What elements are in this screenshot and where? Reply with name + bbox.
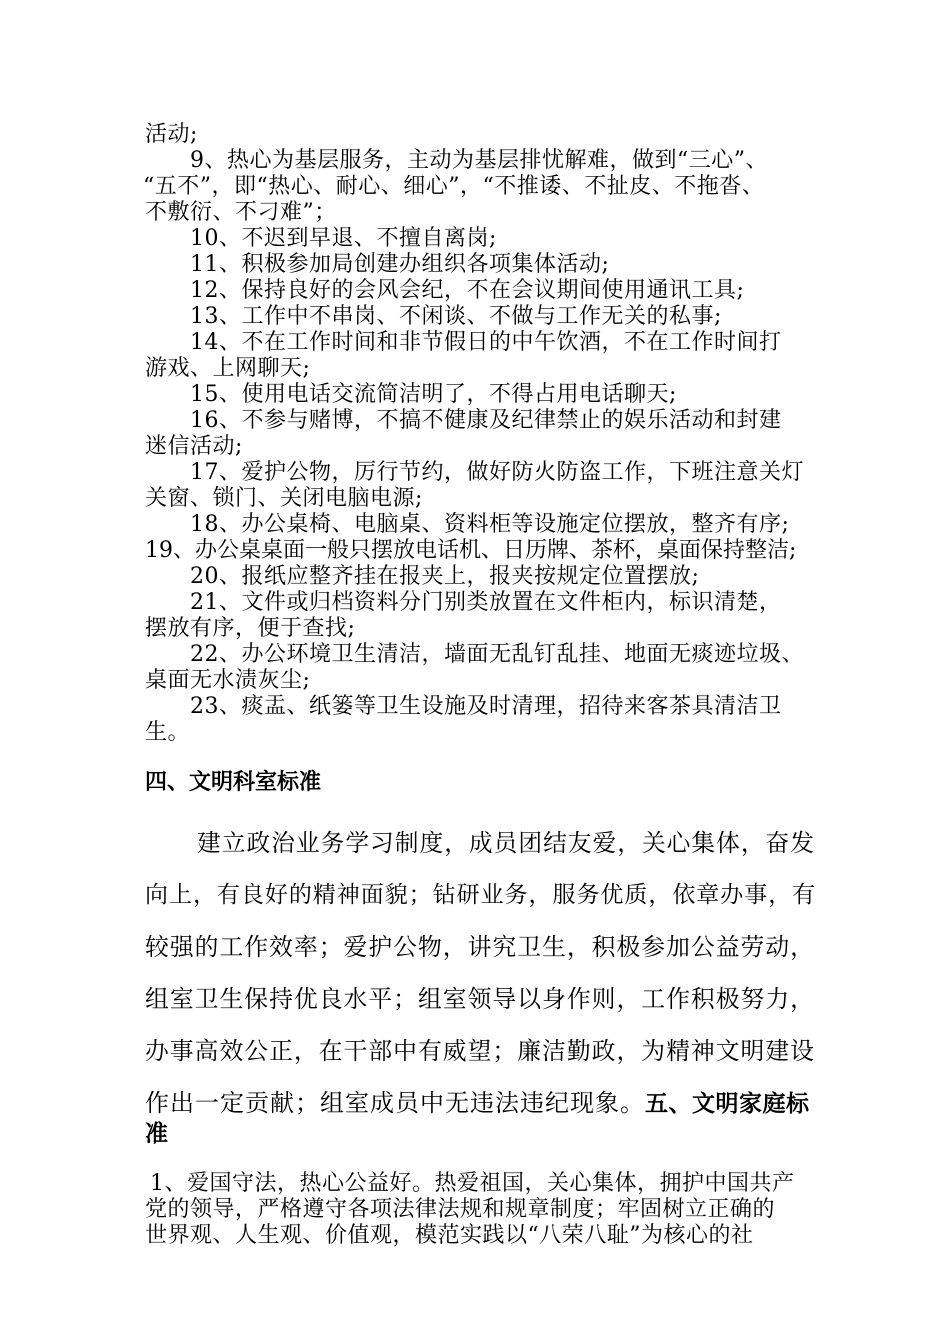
list-line: “五不”，即“热心、耐心、细心”，“不推诿、不扯皮、不拖沓、 <box>143 174 765 199</box>
list-item-14: 14、不在工作时间和非节假日的中午饮酒，不在工作时间打 <box>190 330 782 355</box>
paragraph-line: 1、爱国守法，热心公益好。热爱祖国，关心集体，拥护中国共产 <box>150 1171 795 1196</box>
paragraph-line <box>145 1089 810 1118</box>
list-item-12: 12、保持良好的会风会纪，不在会议期间使用通讯工具; <box>190 278 745 303</box>
list-line: 生。 <box>145 720 191 745</box>
list-item-19: 19、办公桌桌面一般只摆放电话机、日历牌、茶杯，桌面保持整洁; <box>145 538 797 563</box>
list-item-20: 20、报纸应整齐挂在报夹上，报夹按规定位置摆放; <box>190 564 700 589</box>
section-heading-4: 四、文明科室标准 <box>145 770 322 795</box>
list-item-22: 22、办公环境卫生清洁，墙面无乱钉乱挂、地面无痰迹垃圾、 <box>190 642 804 667</box>
list-line: 关窗、锁门、关闭电脑电源; <box>145 486 423 511</box>
paragraph-line: 办事高效公正，在干部中有威望；廉洁勤政，为精神文明建设 <box>145 1037 815 1065</box>
list-line: 不敷衍、不刁难”； <box>145 200 337 225</box>
paragraph-line: 党的领导，严格遵守各项法律法规和规章制度；牢固树立正确的 <box>145 1197 776 1222</box>
list-item-11: 11、积极参加局创建办组织各项集体活动; <box>190 252 610 277</box>
list-item-13: 13、工作中不串岗、不闲谈、不做与工作无关的私事; <box>190 304 722 329</box>
list-line: 活动; <box>145 122 198 147</box>
list-line: 摆放有序，便于查找; <box>145 616 356 641</box>
list-item-10: 10、不迟到早退、不擅自离岗; <box>190 226 497 251</box>
paragraph-text: 作出一定贡献；组室成员中无违法违纪现象。 <box>145 1089 645 1117</box>
list-item-15: 15、使用电话交流简洁明了，不得占用电话聊天; <box>190 382 677 407</box>
list-item-23: 23、痰盂、纸篓等卫生设施及时清理，招待来客茶具清洁卫 <box>190 694 782 719</box>
paragraph-line: 向上，有良好的精神面貌；钻研业务，服务优质，依章办事，有 <box>145 882 817 908</box>
list-line: 游戏、上网聊天; <box>145 356 311 381</box>
list-item-18: 18、办公桌椅、电脑桌、资料柜等设施定位摆放，整齐有序; <box>190 512 790 537</box>
list-item-17: 17、爱护公物，厉行节约，做好防火防盗工作，下班注意关灯 <box>190 460 804 485</box>
paragraph-line: 建立政治业务学习制度，成员团结友爱，关心集体，奋发 <box>197 829 815 857</box>
list-item-21: 21、文件或归档资料分门别类放置在文件柜内，标识清楚， <box>190 590 782 615</box>
list-item-9: 9、热心为基层服务，主动为基层排忧解难，做到“三心”、 <box>190 148 768 173</box>
list-line: 迷信活动; <box>145 434 243 459</box>
section-heading-5-tail: 准 <box>145 1121 168 1147</box>
paragraph-line: 世界观、人生观、价值观，模范实践以“八荣八耻”为核心的社 <box>145 1223 754 1248</box>
list-line: 桌面无水渍灰尘; <box>145 668 311 693</box>
paragraph-line: 组室卫生保持优良水平；组室领导以身作则，工作积极努力， <box>145 985 815 1013</box>
list-item-16: 16、不参与赌博，不搞不健康及纪律禁止的娱乐活动和封建 <box>190 408 782 433</box>
section-heading-5: 五、文明家庭标 <box>645 1091 810 1117</box>
paragraph-line: 较强的工作效率；爱护公物，讲究卫生，积极参加公益劳动， <box>145 933 815 961</box>
